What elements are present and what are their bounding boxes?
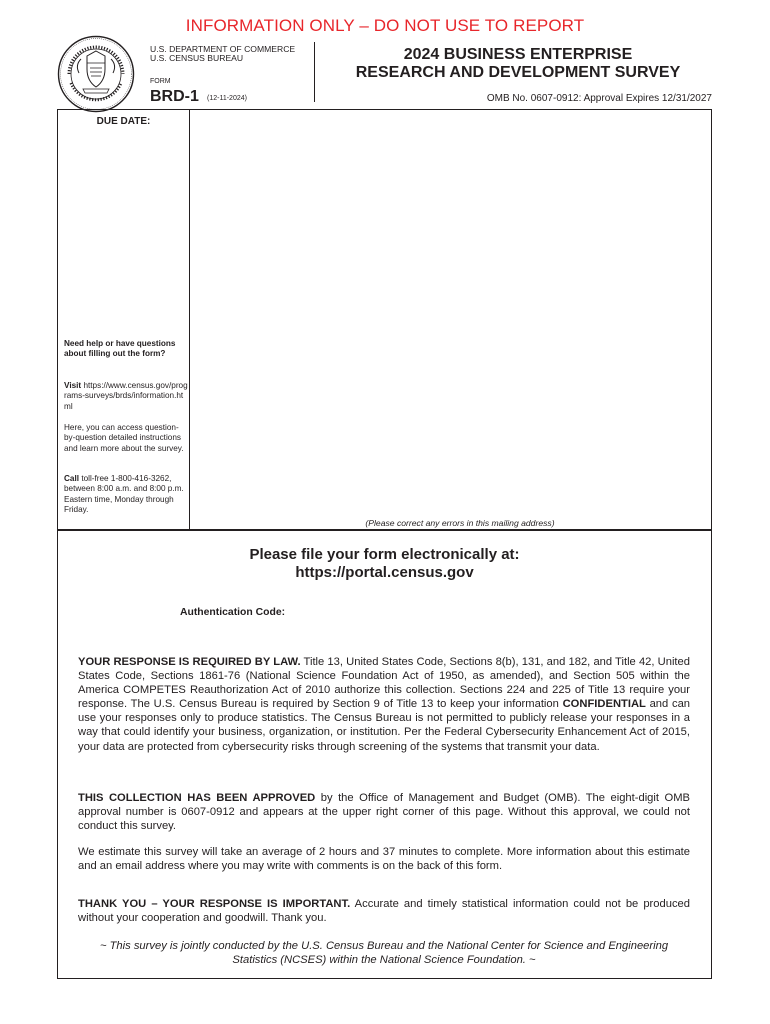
form-label: FORM bbox=[150, 78, 171, 85]
help-question: Need help or have questions about filling out the form? bbox=[64, 339, 176, 359]
law-text-1: Title 13, United States Code, Sections 8(b), 131, and 182, and Title 42, United States Code, Sections 1861-76 (National Science Foundation Act of 1950, as amended), and Section 505 within the America COMPETES Reauthorization Act of 2010 authorize this collection. Sections 224 and 225 of Title 13 require your response. The U.S. Census Bureau is required by Section 9 of Title 13 to keep your information bbox=[78, 656, 690, 711]
form-date: (12-11-2024) bbox=[207, 95, 247, 102]
thanks-paragraph bbox=[78, 897, 690, 925]
joint-survey-note: ~ This survey is jointly conducted by the U.S. Census Bureau and the National Center for Science and Engineering Statistics (NCSES) within the National Science Foundation. ~ bbox=[99, 940, 669, 967]
help-access-text: Here, you can access question-by-question detailed instructions and learn more about the survey. bbox=[64, 423, 184, 453]
thanks-text: Accurate and timely statistical information could not be produced without your cooperation and goodwill. Thank you. bbox=[78, 898, 690, 925]
law-lead: YOUR RESPONSE IS REQUIRED BY LAW. bbox=[78, 656, 301, 668]
help-visit bbox=[64, 381, 188, 412]
estimate-paragraph: We estimate this survey will take an average of 2 hours and 37 minutes to complete. More information about this estimate and an email address where you may write with comments is on the back of this form. bbox=[78, 846, 690, 873]
omb-text: by the Office of Management and Budget (OMB). The eight-digit OMB approval number is 0607-0912 and appears at the upper right corner of this page. Without this approval, we could not conduct this survey. bbox=[78, 792, 690, 833]
visit-label: Visit bbox=[64, 381, 82, 390]
efile-heading: Please file your form electronically at: bbox=[249, 546, 520, 563]
info-only-banner: INFORMATION ONLY – DO NOT USE TO REPORT bbox=[185, 16, 585, 35]
help-call bbox=[64, 474, 188, 516]
law-paragraph bbox=[78, 655, 690, 754]
authentication-code-label: Authentication Code: bbox=[180, 607, 286, 618]
omb-lead: THIS COLLECTION HAS BEEN APPROVED bbox=[78, 792, 316, 804]
survey-title-line1: 2024 BUSINESS ENTERPRISE bbox=[403, 46, 633, 63]
visit-link[interactable]: https://www.census.gov/programs-surveys/brds/information.html bbox=[64, 381, 188, 411]
call-text: toll-free 1-800-416-3262, between 8:00 a.m. and 8:00 p.m. Eastern time, Monday through Friday. bbox=[64, 474, 184, 515]
efile-url[interactable]: https://portal.census.gov bbox=[295, 564, 474, 581]
due-date-label: DUE DATE: bbox=[96, 116, 151, 127]
sidebar-box bbox=[57, 109, 190, 530]
survey-title-line2: RESEARCH AND DEVELOPMENT SURVEY bbox=[355, 64, 681, 81]
bureau-name: U.S. CENSUS BUREAU bbox=[150, 53, 244, 63]
mailing-address-note: (Please correct any errors in this mailing address) bbox=[365, 518, 555, 528]
address-divider bbox=[57, 529, 712, 531]
omb-paragraph bbox=[78, 791, 690, 833]
thanks-lead: THANK YOU – YOUR RESPONSE IS IMPORTANT. bbox=[78, 898, 351, 910]
header-divider bbox=[314, 42, 315, 102]
law-confidential: CONFIDENTIAL bbox=[562, 698, 646, 711]
form-number: BRD-1 bbox=[150, 88, 199, 105]
commerce-seal-logo bbox=[57, 35, 135, 113]
call-label: Call bbox=[64, 474, 80, 483]
department-name: U.S. DEPARTMENT OF COMMERCE bbox=[150, 44, 296, 54]
law-text-2: and can use your responses only to produce statistics. The Census Bureau is not permitted to publicly release your responses in a way that could identify your business, organization, or institution. Per the Federal Cybersecurity Enhancement Act of 2015, your data are protected from cybersecurity risks through screening of the systems that transmit your data. bbox=[78, 698, 691, 753]
omb-approval: OMB No. 0607-0912: Approval Expires 12/31/2027 bbox=[486, 93, 712, 104]
